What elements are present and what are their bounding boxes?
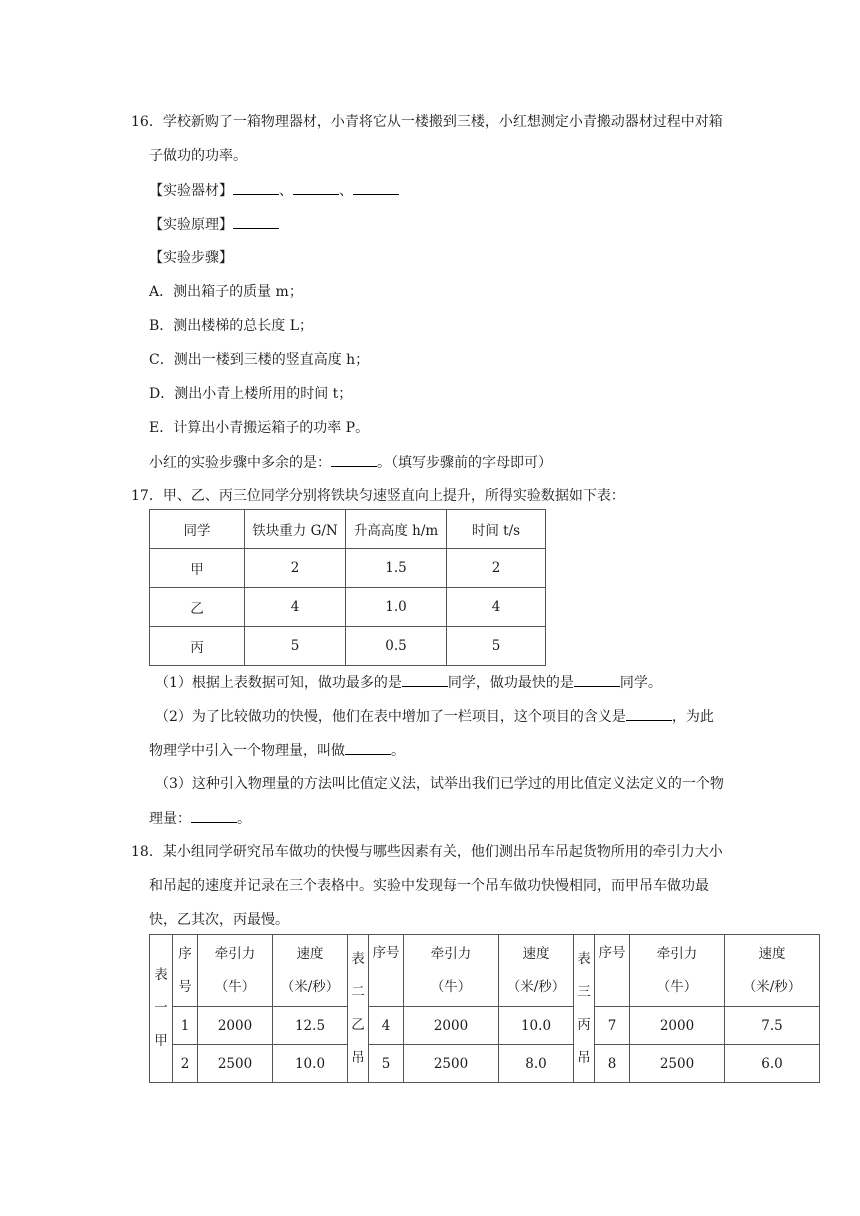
q16-steps-label: 【实验步骤】 xyxy=(149,250,233,266)
cell: 10.0 xyxy=(499,1007,574,1045)
answer-blank[interactable] xyxy=(353,180,399,195)
q18-stem-line1: 18．某小组同学研究吊车做功的快慢与哪些因素有关，他们测出吊车吊起货物所用的牵引力大小 xyxy=(131,844,723,860)
q16-step-d: D．测出小青上楼所用的时间 t； xyxy=(149,386,353,402)
seq-header: 序 号 xyxy=(173,935,198,1007)
answer-blank[interactable] xyxy=(345,740,391,755)
header-cell: 铁块重力 G/N xyxy=(245,510,346,549)
table-row xyxy=(150,588,546,627)
text: 理量： xyxy=(149,811,191,827)
q16-step-c: C．测出一楼到三楼的竖直高度 h； xyxy=(149,352,370,368)
principle-label: 【实验原理】 xyxy=(149,217,233,233)
header-cell: 升高高度 h/m xyxy=(346,510,447,549)
answer-blank[interactable] xyxy=(233,214,279,229)
cell: 8 xyxy=(595,1045,630,1083)
answer-blank[interactable] xyxy=(402,672,448,687)
q17-sub1 xyxy=(155,672,662,693)
q16-principle-line xyxy=(149,214,279,235)
header-cell: 同学 xyxy=(150,510,245,549)
table2-title: 表 二 乙 吊 xyxy=(348,935,369,1083)
text: ，为此 xyxy=(671,709,714,725)
cell: 1.5 xyxy=(346,549,447,588)
cell: 7.5 xyxy=(725,1007,820,1045)
force-header: 牵引力 （牛） xyxy=(198,935,273,1007)
table1-title: 表 一 甲 xyxy=(150,935,173,1083)
table-header-row xyxy=(150,935,820,1007)
q18-crane-tables xyxy=(149,934,820,1083)
cell: 5 xyxy=(447,627,546,666)
cell: 12.5 xyxy=(273,1007,348,1045)
seq-header: 序号 xyxy=(369,935,404,1007)
table3-title: 表 三 丙 吊 xyxy=(574,935,595,1083)
seq-header: 序号 xyxy=(595,935,630,1007)
cell: 7 xyxy=(595,1007,630,1045)
table-row xyxy=(150,627,546,666)
cell: 0.5 xyxy=(346,627,447,666)
cell: 2 xyxy=(245,549,346,588)
q16-step-e: E．计算出小青搬运箱子的功率 P。 xyxy=(149,420,370,436)
table-row xyxy=(150,1045,820,1083)
q17-sub3-line2 xyxy=(149,808,251,829)
answer-blank[interactable] xyxy=(293,180,339,195)
cell: 1 xyxy=(173,1007,198,1045)
cell: 1.0 xyxy=(346,588,447,627)
speed-header: 速度 （米/秒） xyxy=(499,935,574,1007)
text: 同学，做功最快的是 xyxy=(447,675,574,691)
answer-blank[interactable] xyxy=(233,180,279,195)
text: 小红的实验步骤中多余的是： xyxy=(149,455,331,471)
speed-header: 速度 （米/秒） xyxy=(273,935,348,1007)
answer-blank[interactable] xyxy=(191,808,237,823)
answer-blank[interactable] xyxy=(626,706,672,721)
cell: 2 xyxy=(447,549,546,588)
q16-step-a: A．测出箱子的质量 m； xyxy=(149,284,303,300)
cell: 乙 xyxy=(150,588,245,627)
cell: 6.0 xyxy=(725,1045,820,1083)
cell: 10.0 xyxy=(273,1045,348,1083)
table-row xyxy=(150,549,546,588)
separator: 、 xyxy=(279,183,293,199)
cell: 2500 xyxy=(404,1045,499,1083)
force-header: 牵引力 （牛） xyxy=(404,935,499,1007)
q16-stem-line1: 16．学校新购了一箱物理器材，小青将它从一楼搬到三楼，小红想测定小青搬动器材过程中对箱 xyxy=(131,114,723,130)
cell: 2000 xyxy=(630,1007,725,1045)
q18-stem-line3: 快，乙其次，丙最慢。 xyxy=(149,912,289,928)
q17-sub3-line1: （3）这种引入物理量的方法叫比值定义法，试举出我们已学过的用比值定义法定义的一个物 xyxy=(155,776,724,792)
cell: 2500 xyxy=(198,1045,273,1083)
table-row xyxy=(150,1007,820,1045)
text: （2）为了比较做功的快慢，他们在表中增加了一栏项目，这个项目的含义是 xyxy=(155,709,626,725)
header-cell: 时间 t/s xyxy=(447,510,546,549)
text: （1）根据上表数据可知，做功最多的是 xyxy=(155,675,402,691)
q16-step-b: B．测出楼梯的总长度 L； xyxy=(149,318,314,334)
cell: 5 xyxy=(245,627,346,666)
answer-blank[interactable] xyxy=(331,452,377,467)
q17-sub2-line2 xyxy=(149,740,405,761)
speed-header: 速度 （米/秒） xyxy=(725,935,820,1007)
text: 同学。 xyxy=(619,675,662,691)
cell: 4 xyxy=(447,588,546,627)
cell: 4 xyxy=(369,1007,404,1045)
answer-blank[interactable] xyxy=(574,672,620,687)
q17-stem: 17．甲、乙、丙三位同学分别将铁块匀速竖直向上提升，所得实验数据如下表： xyxy=(131,488,625,504)
cell: 2 xyxy=(173,1045,198,1083)
q17-sub2-line1 xyxy=(155,706,714,727)
separator: 、 xyxy=(339,183,353,199)
text: 。（填写步骤前的字母即可） xyxy=(377,455,552,471)
q16-extra-step-line xyxy=(149,452,552,473)
cell: 2500 xyxy=(630,1045,725,1083)
cell: 2000 xyxy=(404,1007,499,1045)
cell: 5 xyxy=(369,1045,404,1083)
q16-stem-line2: 子做功的功率。 xyxy=(149,148,247,164)
force-header: 牵引力 （牛） xyxy=(630,935,725,1007)
q18-stem-line2: 和吊起的速度并记录在三个表格中。实验中发现每一个吊车做功快慢相同，而甲吊车做功最 xyxy=(149,878,709,894)
text: 。 xyxy=(391,743,405,759)
equipment-label: 【实验器材】 xyxy=(149,183,233,199)
q17-data-table xyxy=(149,509,546,666)
cell: 2000 xyxy=(198,1007,273,1045)
q16-equipment-line xyxy=(149,180,399,201)
cell: 4 xyxy=(245,588,346,627)
cell: 8.0 xyxy=(499,1045,574,1083)
cell: 丙 xyxy=(150,627,245,666)
text: 物理学中引入一个物理量，叫做 xyxy=(149,743,345,759)
table-header-row xyxy=(150,510,546,549)
text: 。 xyxy=(237,811,251,827)
cell: 甲 xyxy=(150,549,245,588)
